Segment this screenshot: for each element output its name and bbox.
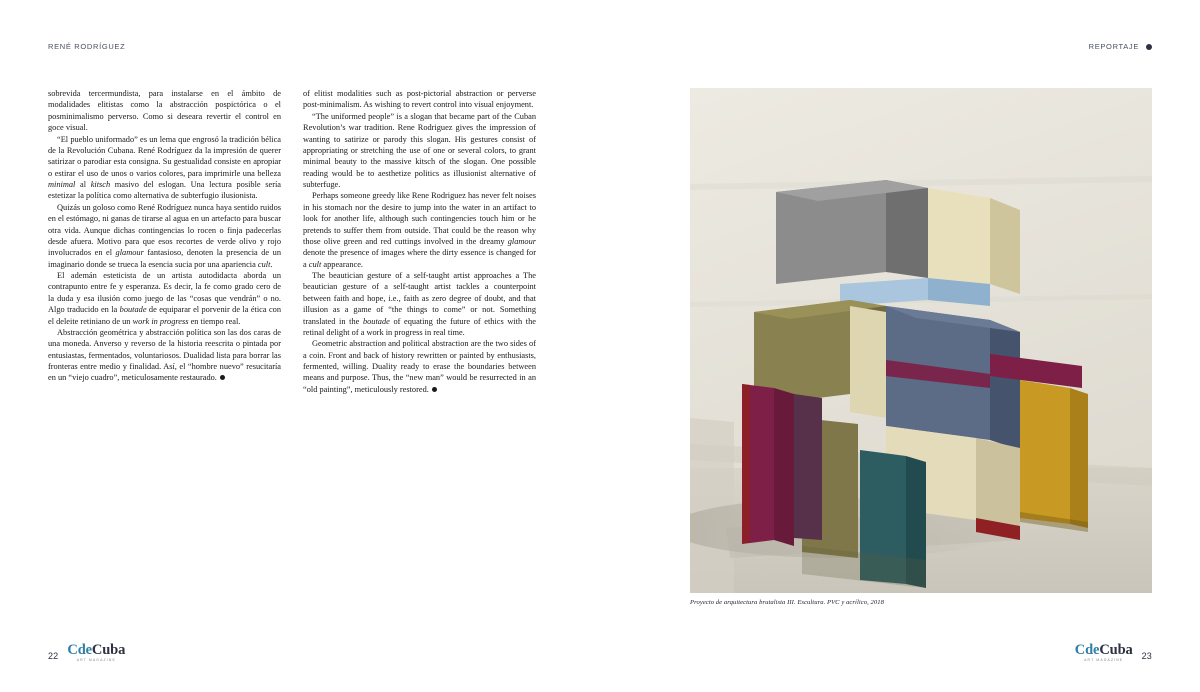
end-of-article-mark — [220, 375, 225, 380]
paragraph: Quizás un goloso como René Rodríguez nunca haya sentido ruidos en el estómago, ni ganas de tirarse al agua en un artefacto para buscar otra vida. Aunque dichas contingencias lo rocen o finja padecerlas desde afuera. Motivo para que esos recortes de verde olivo y rojo involucrados en el glamour fantasioso, denoten la presencia de un imaginario donde se trueca la esencia sucia por una apariencia cult. — [48, 202, 281, 269]
magazine-logo-left — [67, 642, 125, 662]
folio-right — [1075, 642, 1152, 662]
paragraph: The beautician gesture of a self-taught artist approaches a The beautician gesture of a self-taught artist tackles a counterpoint between faith and hope, i.e., faith as zero degree of doubt, and that illusion as a game of “the things to come” or not. Something translated in the boutade of equating the future of ethics with the retinal delight of a work in progress in real time. — [303, 271, 536, 337]
text-column-english — [303, 88, 536, 395]
logo-cuba: Cuba — [1099, 641, 1133, 658]
paragraph: sobrevida tercermundista, para instalarse en el ámbito de modalidades elitistas como la abstracción pospictórica o el posminimalismo perverso. Como si deseara revertir el control en goce visual. — [48, 89, 281, 133]
page-number-left: 22 — [48, 651, 59, 661]
running-head-right-label: REPORTAJE — [1088, 42, 1139, 51]
figure-caption: Proyecto de arquitectura brutalista III. Escultura. PVC y acrílico, 2018 — [690, 599, 884, 606]
paragraph: Perhaps someone greedy like Rene Rodriguez has never felt noises in his stomach nor the desire to jump into the water in an artifact to look for another life, although such contingencies touch him or he pretends to suffer them from outside. That could be the reason why those olive green and red cuttings involved in the dreamy glamour denote the presence of images where the dirty essence is changed for a cult appearance. — [303, 191, 536, 269]
paragraph: Abstracción geométrica y abstracción política son las dos caras de una moneda. Anverso y reverso de la historia reescrita o pintada por entusiastas, fermentados, voluntariosos. Dualidad lista para borrar las fronteras entre medio y finalidad. Así, el “hombre nuevo” resucitaría en un “viejo cuadro”, meticulosamente restaurado. — [48, 327, 281, 383]
text-column-spanish — [48, 88, 281, 384]
logo-cuba: Cuba — [91, 641, 126, 658]
logo-subtitle: ART MAGAZINE — [1084, 657, 1124, 662]
logo-subtitle: ART MAGAZINE — [76, 657, 116, 662]
page-number-right: 23 — [1141, 651, 1152, 661]
paragraph: “El pueblo uniformado” es un lema que engrosó la tradición bélica de la Revolución Cubana. René Rodríguez da la impresión de querer satirizar o parodiar esta consigna. Su gestualidad consiste en apropiar o estirar el uso de unos o varios colores, para imprimirle una belleza minimal al kitsch masivo del eslogan. Una lectura posible sería estetizar la política como alternativa de subterfugio ilusionista. — [48, 134, 282, 201]
paragraph: El ademán esteticista de un artista autodidacta aborda un contrapunto entre fe y esperanza. Es decir, la fe como grado cero de la duda y esa ilusión como juego de las “cosas que vendrán” o no. Algo traducido en la boutade de equiparar el porvenir de la ética con el deleite retiniano de un work in progress en tiempo real. — [48, 271, 282, 326]
running-head-left: RENÉ RODRÍGUEZ — [48, 42, 126, 51]
running-head-right — [1089, 42, 1152, 51]
folio-left — [48, 642, 125, 662]
paragraph: “The uniformed people” is a slogan that became part of the Cuban Revolution’s war tradition. Rene Rodriguez gives the impression of wanting to satirize or parody this slogan. His gestures consist of appropriating or stretching the use of one or several colors, to grant minimal beauty to the massive kitsch of the slogan. One possible reading would be to aesthetize politics as illusionist alternative of subterfuge. — [303, 111, 536, 189]
bullet-dot-icon — [1146, 44, 1152, 50]
end-of-article-mark — [432, 387, 437, 392]
paragraph: Geometric abstraction and political abstraction are the two sides of a coin. Front and back of history rewritten or painted by enthusiasts, fermented, willing. Duality ready to erase the boundaries between means and purpose. Thus, the “new man” would be resurrected in an “old painting”, meticulously restored. — [303, 339, 536, 394]
paragraph: of elitist modalities such as post-pictorial abstraction or perverse post-minimalism. As wishing to revert control into visual enjoyment. — [303, 89, 536, 110]
artwork-photo — [690, 88, 1152, 593]
logo-cde: Cde — [1074, 641, 1100, 658]
magazine-logo-right — [1075, 642, 1133, 662]
sculpture-illustration — [690, 88, 1152, 593]
logo-cde: Cde — [67, 641, 92, 658]
